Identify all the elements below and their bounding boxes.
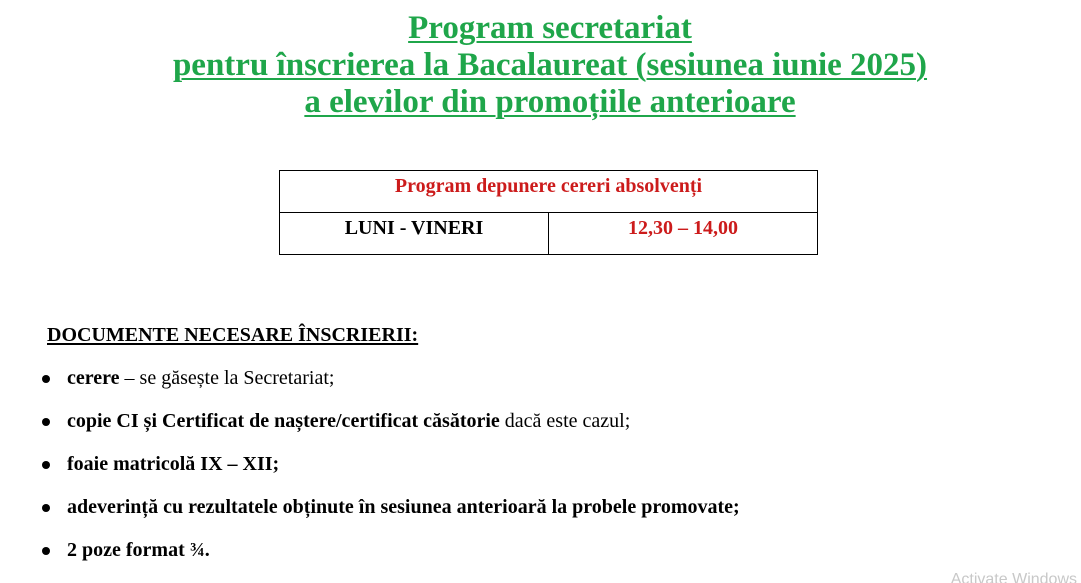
schedule-header: Program depunere cereri absolvenți xyxy=(280,171,818,213)
schedule-table xyxy=(279,170,818,255)
title-line-3: a elevilor din promoțiile anterioare xyxy=(304,84,796,120)
bullet-icon xyxy=(42,504,50,512)
item-strong: copie CI și Certificat de naștere/certificat căsătorie xyxy=(67,410,500,432)
item-strong: adeverință cu rezultatele obținute în sesiunea anterioară la probele promovate; xyxy=(67,496,740,518)
list-item xyxy=(0,362,740,405)
documents-heading: DOCUMENTE NECESARE ÎNSCRIERII: xyxy=(47,324,419,346)
activation-watermark: Activate Windows xyxy=(950,571,1077,583)
bullet-icon xyxy=(42,461,50,469)
documents-list xyxy=(0,362,740,577)
title-line-1: Program secretariat xyxy=(408,10,692,46)
title-line-2: pentru înscrierea la Bacalaureat (sesiunea iunie 2025) xyxy=(172,47,928,83)
list-item xyxy=(0,405,740,448)
list-item xyxy=(0,448,740,491)
item-rest: – se găsește la Secretariat; xyxy=(119,367,335,389)
schedule-hours: 12,30 – 14,00 xyxy=(549,213,818,255)
bullet-icon xyxy=(42,375,50,383)
item-strong: 2 poze format ¾. xyxy=(67,539,210,561)
bullet-icon xyxy=(42,418,50,426)
title-block xyxy=(0,10,1081,121)
list-item xyxy=(0,534,740,577)
bullet-icon xyxy=(42,547,50,555)
item-strong: foaie matricolă IX – XII; xyxy=(67,453,280,475)
item-rest: dacă este cazul; xyxy=(499,410,631,432)
schedule-days: LUNI - VINERI xyxy=(280,213,549,255)
item-strong: cerere xyxy=(67,367,120,389)
list-item xyxy=(0,491,740,534)
